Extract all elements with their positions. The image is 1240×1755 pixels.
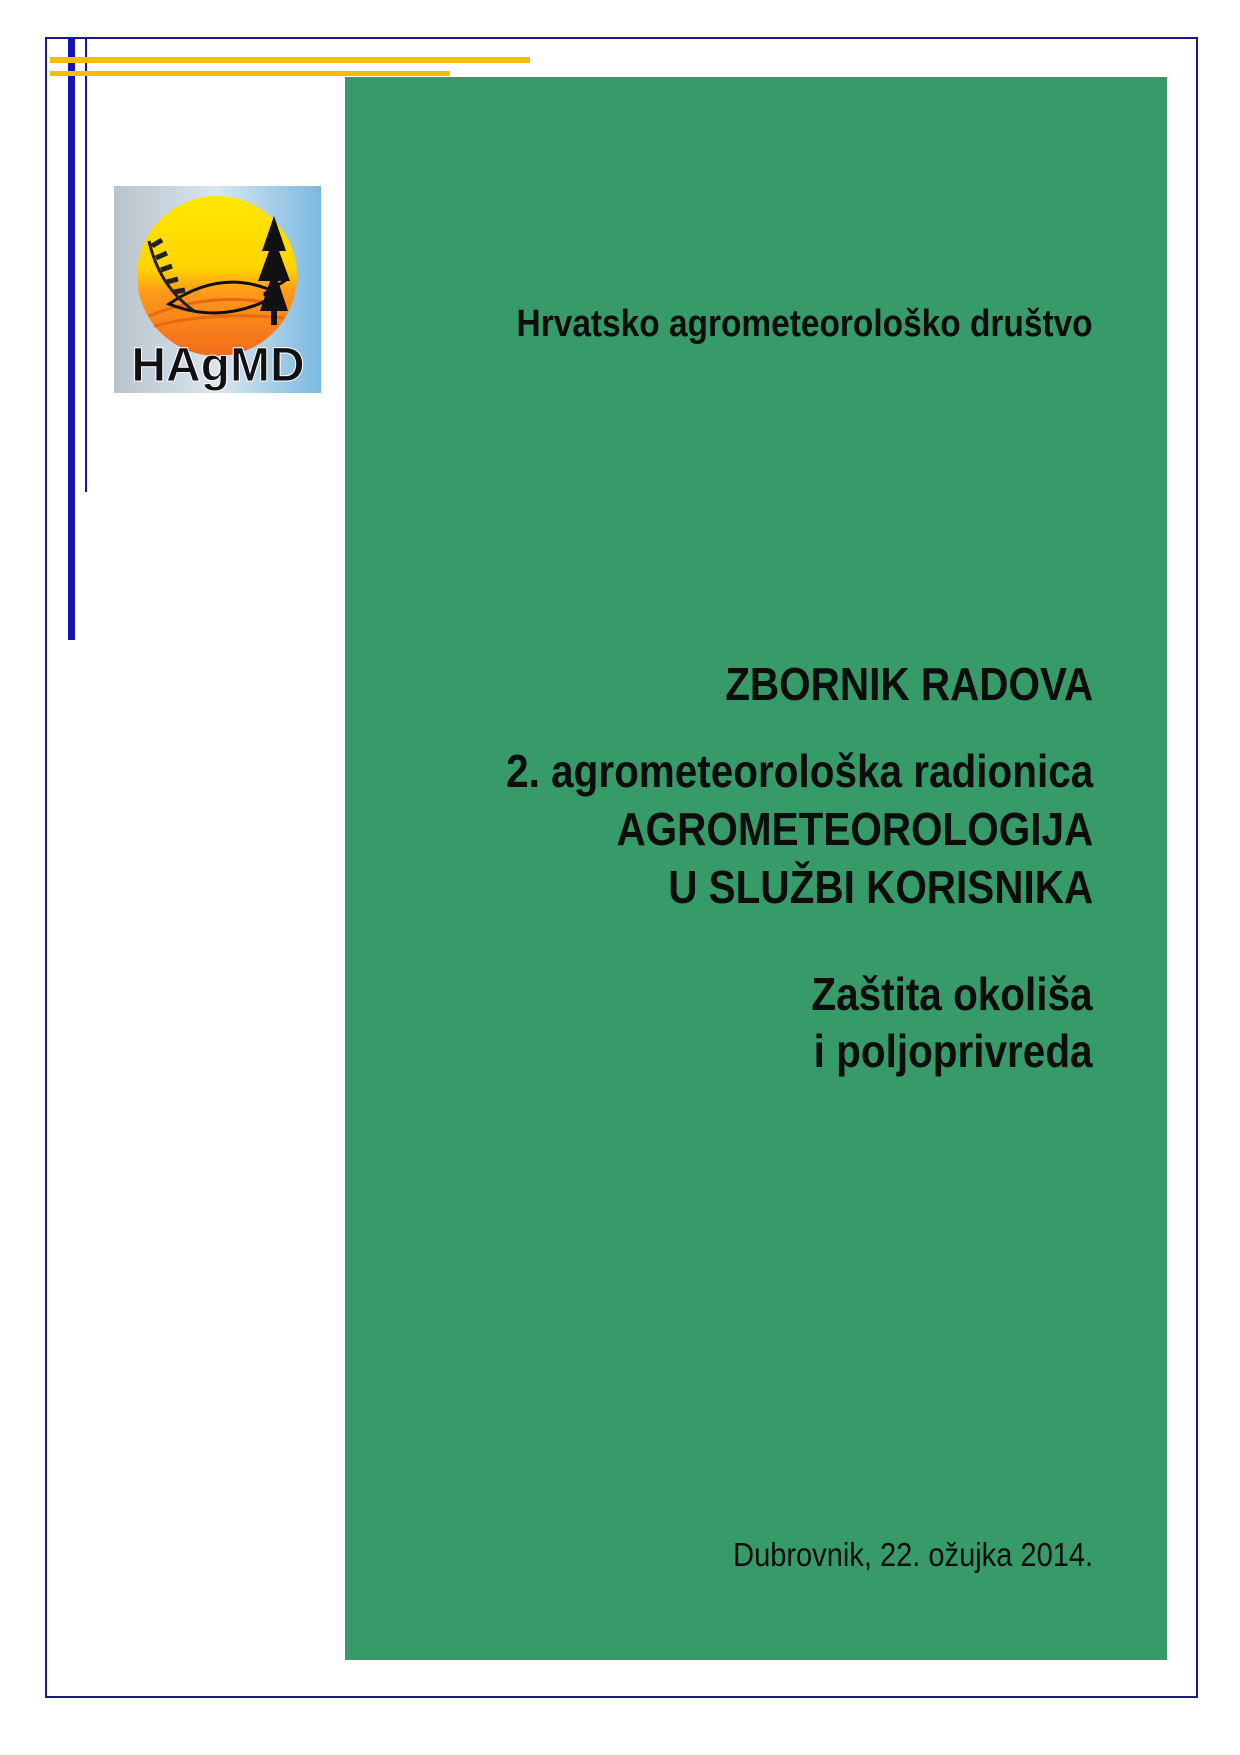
topic-title [812, 966, 1093, 1080]
topic-title-line: i poljoprivreda [814, 1025, 1093, 1077]
decorative-gold-line-short [50, 71, 450, 76]
hagmd-logo-icon [114, 186, 321, 393]
topic-title-line: Zaštita okoliša [811, 968, 1093, 1020]
collection-title: ZBORNIK RADOVA [724, 658, 1093, 710]
workshop-title-line: U SLUŽBI KORISNIKA [667, 861, 1093, 913]
workshop-title-line: 2. agrometeorološka radionica [505, 745, 1093, 797]
svg-text:HAgMD: HAgMD [131, 339, 305, 392]
decorative-blue-bar [68, 37, 75, 640]
place-and-date: Dubrovnik, 22. ožujka 2014. [732, 1536, 1093, 1573]
workshop-title-line: AGROMETEOROLOGIJA [616, 803, 1093, 855]
decorative-gold-line [50, 57, 530, 63]
organization-name: Hrvatsko agrometeorološko društvo [516, 303, 1093, 345]
decorative-blue-line [85, 37, 87, 492]
workshop-title [506, 742, 1093, 916]
